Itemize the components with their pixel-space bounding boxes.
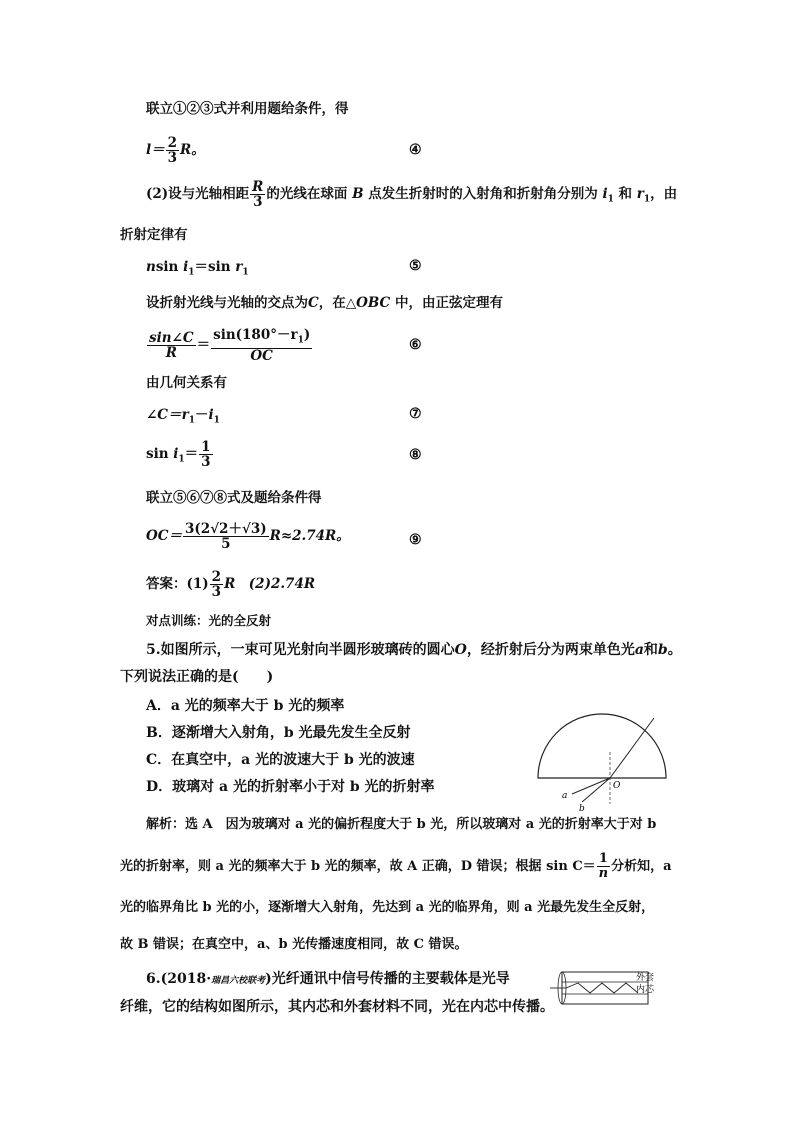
fraction (199, 440, 212, 469)
question-5 (146, 641, 682, 659)
fraction (250, 180, 265, 209)
question-6-line2: 纤维，它的结构如图所示，其内芯和外套材料不同，光在内芯中传播。 (120, 999, 554, 1015)
text-part: C (308, 295, 319, 311)
text-part: a (634, 642, 644, 658)
numerator: sin∠C (149, 329, 194, 346)
optical-fiber-figure (548, 968, 668, 1010)
equation-7 (146, 406, 220, 430)
fraction (597, 852, 610, 881)
equation-marker: ⑨ (409, 532, 422, 548)
eq-part: － (194, 407, 209, 423)
text-part: 设折射光线与光轴的交点为 (146, 295, 308, 311)
eq-part: i (208, 407, 214, 423)
denominator: 3 (253, 194, 263, 210)
equation-6 (146, 328, 313, 363)
text-part: 光的折射率，则 a 光的频率大于 b 光的频率，故 A 正确，D 错误；根据 sin C＝ (120, 859, 596, 874)
eq-part: ＝ (196, 336, 211, 353)
eq-part: sin (146, 446, 169, 462)
subscript: 1 (188, 267, 195, 278)
semicircle-glass-figure (530, 712, 670, 812)
eq-part: l＝ (146, 142, 165, 158)
numerator: 3(2√2＋√3) (185, 521, 267, 537)
numerator: R (252, 179, 264, 195)
denominator: OC (250, 347, 273, 364)
equation-marker: ⑥ (409, 337, 422, 353)
text-part: 的光线在球面 (266, 186, 348, 202)
numerator: 1 (201, 439, 211, 455)
semicircle-glass (538, 714, 666, 778)
text-part: ，由 (650, 186, 678, 202)
label-o: O (613, 781, 621, 791)
text-part: 分析知，a (611, 859, 672, 874)
equation-marker: ⑦ (409, 406, 422, 422)
eq-part: i (183, 259, 189, 275)
option-b: B．逐渐增大入射角，b 光最先发生全反射 (146, 725, 411, 741)
numerator: 2 (167, 135, 178, 151)
equation-5 (146, 258, 249, 282)
text-part: i (602, 186, 608, 202)
ray-a (572, 778, 610, 794)
eq-part: i (173, 446, 179, 462)
text-part: OBC (356, 295, 391, 311)
option-c: C．在真空中，a 光的波速大于 b 光的波速 (146, 752, 415, 768)
text-part: R (2)2.74R (224, 576, 316, 592)
equation-4 (146, 136, 205, 165)
fraction (183, 522, 269, 551)
equation-marker: ⑤ (409, 258, 422, 274)
numerator-part: ) (303, 327, 311, 343)
light-path (566, 983, 638, 993)
eq-part: ∠C＝ (146, 407, 182, 423)
option-a: A．a 光的频率大于 b 光的频率 (146, 698, 345, 714)
eq-part: sin (155, 259, 179, 275)
question-6 (146, 970, 510, 990)
eq-part: n (146, 259, 156, 275)
denominator: R (165, 344, 177, 361)
equation-9 (146, 522, 350, 551)
label-a: a (562, 791, 568, 801)
fraction (211, 328, 312, 363)
analysis-line-2 (120, 852, 672, 881)
numerator: 1 (597, 852, 610, 867)
fraction (210, 570, 223, 599)
text-part: ，在△ (318, 295, 357, 311)
eq-part: OC＝ (146, 528, 183, 544)
text-line: 联立⑤⑥⑦⑧式及题给条件得 (146, 490, 322, 506)
denominator: 3 (211, 584, 222, 600)
text-part: B (352, 186, 364, 202)
text-part: 6.(2018· (146, 971, 212, 987)
text-part: 中，由正弦定理有 (395, 295, 504, 311)
text-part: 和 (618, 186, 633, 202)
equation-8 (146, 440, 214, 469)
eq-part: R≈2.74R。 (269, 528, 350, 544)
fraction (147, 331, 196, 360)
text-part: 和 (643, 642, 658, 658)
eq-part: ＝ (184, 446, 199, 462)
text-part: 答案：(1) (146, 576, 209, 592)
text-line (146, 294, 503, 312)
text-part: 5.如图所示，一束可见光射向半圆形玻璃砖的圆心 (146, 642, 455, 658)
fraction (166, 136, 179, 165)
section-heading: 对点训练：光的全反射 (146, 613, 272, 628)
subscript: 1 (297, 335, 304, 346)
subscript: 1 (643, 194, 651, 205)
source-tag: 瑞昌六校联考 (211, 976, 266, 986)
text-part: r (636, 186, 644, 202)
subscript: 1 (178, 454, 185, 465)
label-inner: 内芯 (636, 985, 655, 995)
text-part: b (657, 642, 668, 658)
denominator: 3 (167, 150, 178, 166)
text-line (146, 180, 677, 209)
numerator: 2 (211, 569, 222, 585)
text-part: )光纤通讯中信号传播的主要载体是光导 (265, 971, 510, 987)
text-part: ，经折射后分为两束单色光 (466, 642, 635, 658)
subscript: 1 (188, 415, 195, 426)
subscript: 1 (213, 415, 220, 426)
incident-ray (610, 718, 654, 778)
analysis-line-1: 解析：选 A 因为玻璃对 a 光的偏折程度大于 b 光，所以玻璃对 a 光的折射率大于对 b (146, 817, 657, 832)
subscript: 1 (242, 267, 249, 278)
text-part: O (454, 642, 467, 658)
analysis-line-3: 光的临界角比 b 光的小，逐渐增大入射角，先达到 a 光的临界角，则 a 光最先发生全反射， (120, 900, 655, 915)
eq-part: r (235, 259, 243, 275)
text-part: 。 (667, 642, 682, 658)
numerator (211, 328, 312, 349)
text-part: (2)设与光轴相距 (146, 186, 250, 202)
eq-part: R。 (180, 142, 205, 158)
answer-line (146, 570, 315, 599)
equation-marker: ⑧ (409, 447, 422, 463)
denominator: n (598, 866, 609, 881)
text-part: 点发生折射时的入射角和折射角分别为 (368, 186, 598, 202)
eq-part: r (181, 407, 189, 423)
analysis-line-4: 故 B 错误；在真空中，a、b 光传播速度相同，故 C 错误。 (120, 937, 468, 952)
ray-b (582, 778, 610, 802)
denominator: 3 (201, 454, 211, 470)
label-b: b (579, 804, 585, 812)
eq-part: ＝sin (194, 259, 231, 275)
text-line: 联立①②③式并利用题给条件，得 (146, 101, 349, 117)
label-outer: 外套 (636, 973, 655, 983)
text-line: 由几何关系有 (146, 375, 227, 391)
text-line: 折射定律有 (120, 227, 188, 243)
subscript: 1 (607, 194, 614, 205)
question-5-line2: 下列说法正确的是( ) (120, 669, 274, 685)
option-d: D．玻璃对 a 光的折射率小于对 b 光的折射率 (146, 779, 435, 795)
equation-marker: ④ (409, 142, 422, 158)
numerator-part: sin(180°－r (213, 327, 298, 343)
denominator: 5 (221, 536, 231, 552)
